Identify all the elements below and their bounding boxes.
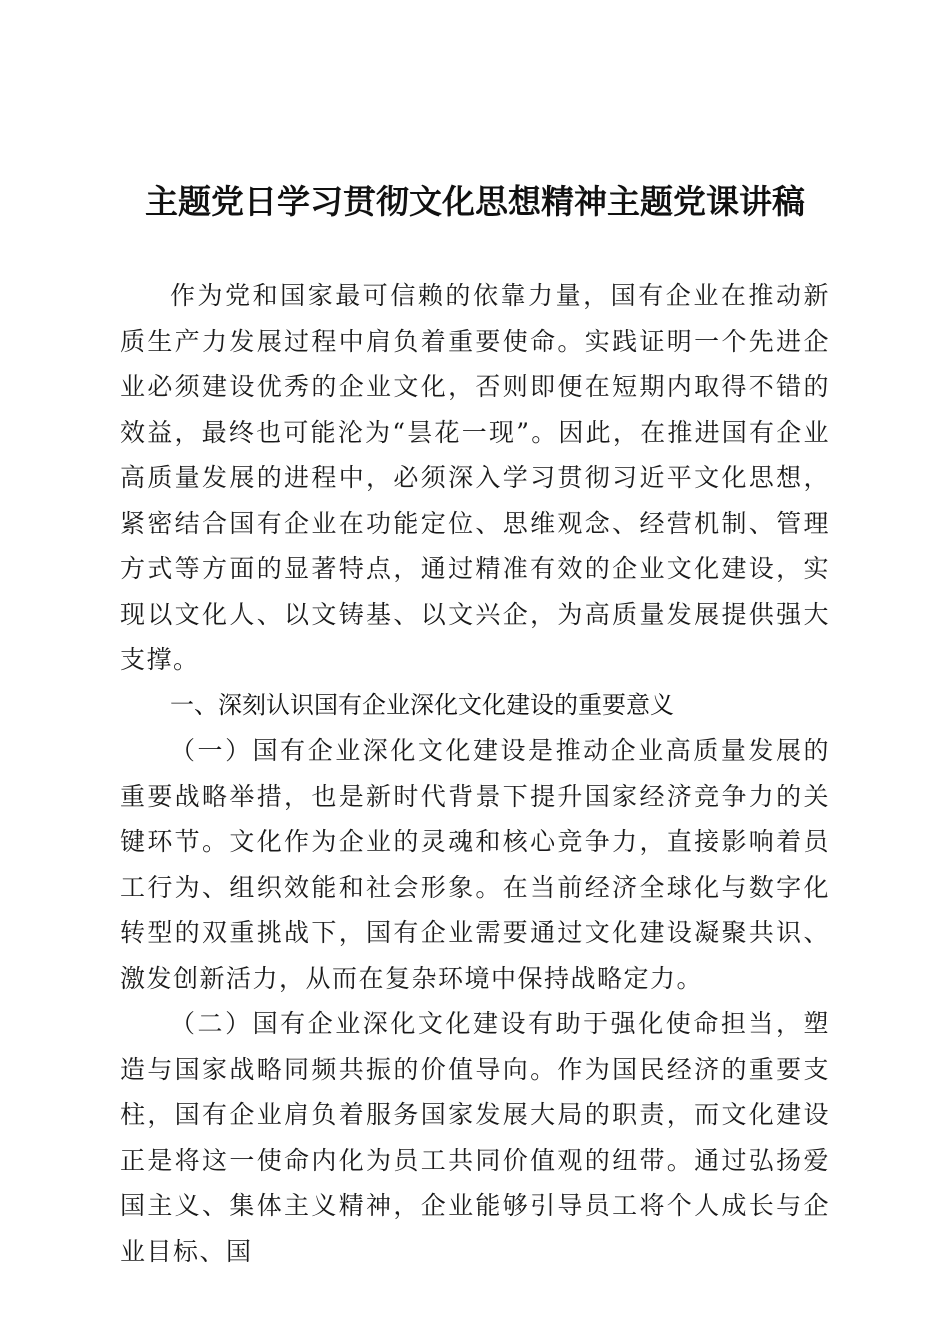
intro-paragraph: 作为党和国家最可信赖的依靠力量，国有企业在推动新质生产力发展过程中肩负着重要使命。实践证明一个先进企业必须建设优秀的企业文化，否则即便在短期内取得不错的效益，最终也可能沦为“昙花一现”。因此，在推进国有企业高质量发展的进程中，必须深入学习贯彻习近平文化思想，紧密结合国有企业在功能定位、思维观念、经营机制、管理方式等方面的显著特点，通过精准有效的企业文化建设，实现以文化人、以文铸基、以文兴企，为高质量发展提供强大支撑。 [120, 281, 830, 674]
section-heading: 一、深刻认识国有企业深化文化建设的重要意义 [170, 690, 674, 719]
document-body [120, 273, 830, 1274]
document-title: 主题党日学习贯彻文化思想精神主题党课讲稿 [145, 182, 805, 221]
section-paragraph-2: （二）国有企业深化文化建设有助于强化使命担当，塑造与国家战略同频共振的价值导向。作为国民经济的重要支柱，国有企业肩负着服务国家发展大局的职责，而文化建设正是将这一使命内化为员工共同价值观的纽带。通过弘扬爱国主义、集体主义精神，企业能够引导员工将个人成长与企业目标、国 [120, 1009, 830, 1266]
section-paragraph-1: （一）国有企业深化文化建设是推动企业高质量发展的重要战略举措，也是新时代背景下提升国家经济竞争力的关键环节。文化作为企业的灵魂和核心竞争力，直接影响着员工行为、组织效能和社会形象。在当前经济全球化与数字化转型的双重挑战下，国有企业需要通过文化建设凝聚共识、激发创新活力，从而在复杂环境中保持战略定力。 [120, 736, 830, 993]
document-page [120, 0, 830, 1344]
